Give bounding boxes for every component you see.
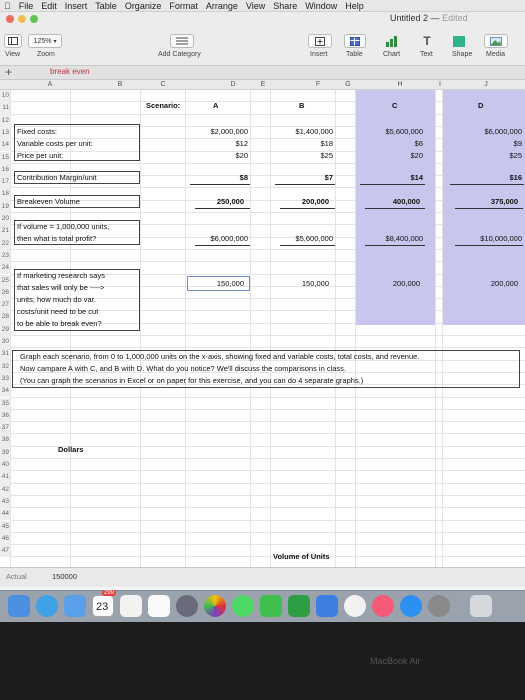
row-header[interactable]: 15 <box>0 152 10 164</box>
messages-icon[interactable] <box>232 595 254 617</box>
variable-costs-a: $12 <box>235 139 248 148</box>
zoom-label: Zoom <box>37 51 55 58</box>
profit-underline <box>195 245 250 246</box>
grid-vline <box>435 90 436 567</box>
breakeven-b: 200,000 <box>301 197 329 206</box>
add-sheet-icon[interactable]: + <box>5 65 13 79</box>
breakeven-c: 400,000 <box>392 197 420 206</box>
row-header[interactable]: 18 <box>0 188 10 200</box>
edited-status: Edited <box>442 13 468 23</box>
row-header[interactable]: 42 <box>0 484 10 496</box>
scenario-label: Scenario: <box>146 101 181 110</box>
breakeven-d: 375,000 <box>490 197 518 206</box>
column-header-h[interactable]: H <box>397 81 403 88</box>
row-header[interactable]: 27 <box>0 299 10 311</box>
marketing-question-line3: units, how much do var. <box>17 295 96 304</box>
column-header-bar <box>0 80 525 90</box>
zoom-value: 125% <box>33 37 52 45</box>
breakeven-a: 250,000 <box>216 197 244 206</box>
row-header[interactable]: 13 <box>0 127 10 139</box>
menu-table[interactable]: Table <box>88 0 111 11</box>
document-title-text: Untitled 2 <box>390 13 429 23</box>
grid-hline <box>10 433 525 434</box>
menu-organize[interactable]: Organize <box>118 0 155 11</box>
zoom-select[interactable] <box>28 34 62 48</box>
column-header-j[interactable]: J <box>484 81 488 88</box>
keynote-icon[interactable] <box>316 595 338 617</box>
row-header[interactable]: 37 <box>0 422 10 434</box>
row-header[interactable]: 38 <box>0 434 10 446</box>
status-bar <box>0 567 525 587</box>
row-header[interactable]: 43 <box>0 496 10 508</box>
grid-hline <box>10 507 525 508</box>
marketing-question-line2: that sales will only be ----> <box>17 283 105 292</box>
menu-format[interactable]: Format <box>162 0 192 11</box>
media-button[interactable] <box>484 34 508 48</box>
menu-help[interactable]: Help <box>338 0 358 11</box>
chart-icon <box>385 36 399 47</box>
breakeven-underline <box>195 208 250 209</box>
row-header[interactable]: 23 <box>0 250 10 262</box>
grid-vline <box>270 90 271 567</box>
facetime-icon[interactable] <box>260 595 282 617</box>
grid-hline <box>10 544 525 545</box>
view-button[interactable] <box>4 34 22 48</box>
view-label: View <box>5 51 21 58</box>
marketing-question-line1: If marketing research says <box>17 271 105 280</box>
grid-hline <box>10 347 525 348</box>
marketing-question-line5: to be able to break even? <box>17 319 102 328</box>
insert-icon <box>315 37 325 46</box>
app-store-icon[interactable] <box>400 595 422 617</box>
row-header[interactable]: 24 <box>0 262 10 274</box>
profit-c: $8,400,000 <box>385 234 423 243</box>
row-header[interactable]: 40 <box>0 459 10 471</box>
price-d: $25 <box>509 151 522 160</box>
sheet-tab-break-even[interactable]: break even <box>50 67 90 76</box>
row-header[interactable]: 46 <box>0 533 10 545</box>
fixed-costs-label: Fixed costs: <box>17 127 58 136</box>
scenario-c-header: C <box>392 101 398 110</box>
apple-icon[interactable] <box>4 1 11 11</box>
variable-costs-d: $9 <box>513 139 522 148</box>
row-header[interactable]: 26 <box>0 287 10 299</box>
grid-hline <box>10 446 525 447</box>
column-header-b[interactable]: B <box>117 81 123 88</box>
media-label: Media <box>486 51 506 58</box>
contribution-c: $14 <box>410 173 423 182</box>
fixed-costs-a: $2,000,000 <box>210 127 248 136</box>
menu-bar <box>0 0 525 12</box>
price-c: $20 <box>410 151 423 160</box>
grid-vline <box>185 90 186 567</box>
row-header[interactable]: 12 <box>0 115 10 127</box>
add-category-button[interactable] <box>170 34 194 48</box>
row-header[interactable]: 29 <box>0 324 10 336</box>
grid-vline <box>442 90 443 567</box>
contribution-label: Contribution Margin/unit <box>17 173 97 182</box>
table-label: Table <box>346 51 363 58</box>
table-button[interactable] <box>344 34 366 48</box>
scenario-d-header: D <box>478 101 484 110</box>
folder-icon[interactable] <box>470 595 492 617</box>
row-header[interactable]: 33 <box>0 373 10 385</box>
list-icon <box>176 37 188 45</box>
grid-hline <box>10 556 525 557</box>
contribution-b: $7 <box>324 173 333 182</box>
row-header[interactable]: 11 <box>0 102 10 114</box>
news-icon[interactable] <box>344 595 366 617</box>
status-label: Actual <box>6 572 27 581</box>
menu-view[interactable]: View <box>239 0 259 11</box>
insert-label: Insert <box>310 51 328 58</box>
calendar-day: 23 <box>96 601 109 613</box>
toolbar <box>0 26 525 66</box>
mail-icon[interactable] <box>64 595 86 617</box>
marketing-volume-d: 200,000 <box>490 279 518 288</box>
variable-costs-b: $18 <box>320 139 333 148</box>
numbers-icon[interactable] <box>288 595 310 617</box>
row-header[interactable]: 30 <box>0 336 10 348</box>
finder-icon[interactable] <box>8 595 30 617</box>
profit-a: $6,000,000 <box>210 234 248 243</box>
grid-hline <box>10 520 525 521</box>
grid-hline <box>10 397 525 398</box>
row-header[interactable]: 36 <box>0 410 10 422</box>
fixed-costs-b: $1,400,000 <box>295 127 333 136</box>
grid-vline <box>335 90 336 567</box>
document-title: Untitled 2 — Edited <box>390 13 468 23</box>
close-window-button[interactable] <box>6 15 14 23</box>
instruction-line1: Graph each scenario, from 0 to 1,000,000 units on the x-axis, showing fixed and variable costs, total costs, and revenue. <box>20 352 420 361</box>
shape-button[interactable] <box>448 34 470 48</box>
row-header[interactable]: 21 <box>0 225 10 237</box>
row-header[interactable]: 16 <box>0 164 10 176</box>
price-b: $25 <box>320 151 333 160</box>
text-button[interactable] <box>416 34 438 48</box>
marketing-volume-b: 150,000 <box>301 279 329 288</box>
scenario-b-header: B <box>299 101 305 110</box>
row-header[interactable]: 44 <box>0 508 10 520</box>
contribution-a: $8 <box>239 173 248 182</box>
grid-vline <box>250 90 251 567</box>
row-header[interactable]: 35 <box>0 398 10 410</box>
column-header-c[interactable]: C <box>160 81 166 88</box>
sheet-tab-bar <box>0 66 525 80</box>
profit-underline <box>455 245 523 246</box>
menu-edit[interactable]: Edit <box>34 0 51 11</box>
breakeven-underline <box>280 208 335 209</box>
scenario-a-header: A <box>213 101 219 110</box>
grid-hline <box>10 409 525 410</box>
profit-underline <box>365 245 425 246</box>
menu-file[interactable]: File <box>12 0 27 11</box>
row-header[interactable]: 45 <box>0 521 10 533</box>
dollars-axis-label: Dollars <box>58 445 84 454</box>
chart-label: Chart <box>383 51 401 58</box>
text-icon: T <box>423 34 431 48</box>
grid-vline <box>140 90 141 567</box>
column-header-i[interactable]: I <box>439 81 441 88</box>
title-bar <box>0 12 525 26</box>
status-value: 150000 <box>52 572 78 581</box>
chevron-down-icon: ▾ <box>53 38 57 45</box>
chart-button[interactable] <box>381 34 403 48</box>
row-header[interactable]: 32 <box>0 361 10 373</box>
column-header-g[interactable]: G <box>345 81 351 88</box>
marketing-volume-c: 200,000 <box>392 279 420 288</box>
contribution-underline <box>190 184 250 185</box>
price-a: $20 <box>235 151 248 160</box>
marketing-question-line4: costs/unit need to be cut <box>17 307 99 316</box>
menu-arrange[interactable]: Arrange <box>199 0 232 11</box>
launchpad-icon[interactable] <box>176 595 198 617</box>
insert-button[interactable] <box>308 34 332 48</box>
volume-axis-label: Volume of Units <box>273 552 330 561</box>
instruction-line3: (You can graph the scenarios in Excel or on paper for this exercise, and you can do 4 separate graphs.) <box>20 376 364 385</box>
profit-d: $10,000,000 <box>480 234 522 243</box>
row-header[interactable]: 14 <box>0 139 10 151</box>
shape-icon <box>453 36 465 47</box>
breakeven-label: Breakeven Volume <box>17 197 80 206</box>
row-header[interactable]: 47 <box>0 545 10 557</box>
dock <box>0 590 525 622</box>
grid-hline <box>10 470 525 471</box>
variable-costs-c: $6 <box>414 139 423 148</box>
marketing-volume-a: 150,000 <box>216 279 244 288</box>
menu-insert[interactable]: Insert <box>58 0 81 11</box>
column-header-a[interactable]: A <box>47 81 53 88</box>
calendar-icon[interactable] <box>92 590 115 617</box>
laptop-bezel-label: MacBook Air <box>370 656 421 666</box>
grid-hline <box>10 335 525 336</box>
system-preferences-icon[interactable] <box>428 595 450 617</box>
contribution-underline <box>275 184 335 185</box>
grid-hline <box>10 483 525 484</box>
menu-share[interactable]: Share <box>266 0 291 11</box>
grid-hline <box>10 532 525 533</box>
spreadsheet-grid[interactable] <box>0 90 525 567</box>
profit-question-line2: then what is total profit? <box>17 234 97 243</box>
row-header[interactable]: 41 <box>0 471 10 483</box>
image-icon <box>490 37 502 46</box>
row-header[interactable]: 17 <box>0 176 10 188</box>
shape-label: Shape <box>452 51 473 58</box>
minimize-window-button[interactable] <box>18 15 26 23</box>
reminders-icon[interactable] <box>148 595 170 617</box>
grid-vline <box>355 90 356 567</box>
profit-b: $5,600,000 <box>295 234 333 243</box>
sidebar-icon <box>8 37 18 45</box>
profit-question-line1: If volume = 1,000,000 units, <box>17 222 110 231</box>
contribution-underline <box>360 184 425 185</box>
breakeven-underline <box>455 208 523 209</box>
column-header-e[interactable]: E <box>260 81 266 88</box>
row-header[interactable]: 22 <box>0 238 10 250</box>
calendar-badge: 299 <box>104 590 115 596</box>
row-header[interactable]: 20 <box>0 213 10 225</box>
contribution-d: $16 <box>509 173 522 182</box>
breakeven-underline <box>365 208 425 209</box>
price-label: Price per unit: <box>17 151 64 160</box>
notes-icon[interactable] <box>120 595 142 617</box>
column-header-f[interactable]: F <box>315 81 321 88</box>
text-label: Text <box>420 51 433 58</box>
variable-costs-label: Variable costs per unit: <box>17 139 93 148</box>
grid-vline <box>10 90 11 567</box>
column-header-d[interactable]: D <box>230 81 236 88</box>
row-header[interactable]: 25 <box>0 275 10 287</box>
photos-icon[interactable] <box>204 595 226 617</box>
instruction-line2: Now campare A with C, and B with D. What do you notice? We'll discuss the comparisons in class. <box>20 364 347 373</box>
row-header[interactable]: 19 <box>0 201 10 213</box>
grid-hline <box>10 458 525 459</box>
row-header[interactable]: 31 <box>0 348 10 360</box>
row-header[interactable]: 39 <box>0 447 10 459</box>
table-icon <box>350 37 360 46</box>
menu-window[interactable]: Window <box>298 0 331 11</box>
fixed-costs-d: $6,000,000 <box>484 127 522 136</box>
row-header[interactable]: 34 <box>0 385 10 397</box>
row-header[interactable]: 10 <box>0 90 10 102</box>
grid-hline <box>10 495 525 496</box>
zoom-window-button[interactable] <box>30 15 38 23</box>
safari-icon[interactable] <box>36 595 58 617</box>
grid-hline <box>10 421 525 422</box>
fixed-costs-c: $5,600,000 <box>385 127 423 136</box>
add-category-label: Add Category <box>158 51 201 58</box>
contribution-underline <box>450 184 524 185</box>
profit-underline <box>280 245 335 246</box>
row-header[interactable]: 28 <box>0 311 10 323</box>
music-icon[interactable] <box>372 595 394 617</box>
